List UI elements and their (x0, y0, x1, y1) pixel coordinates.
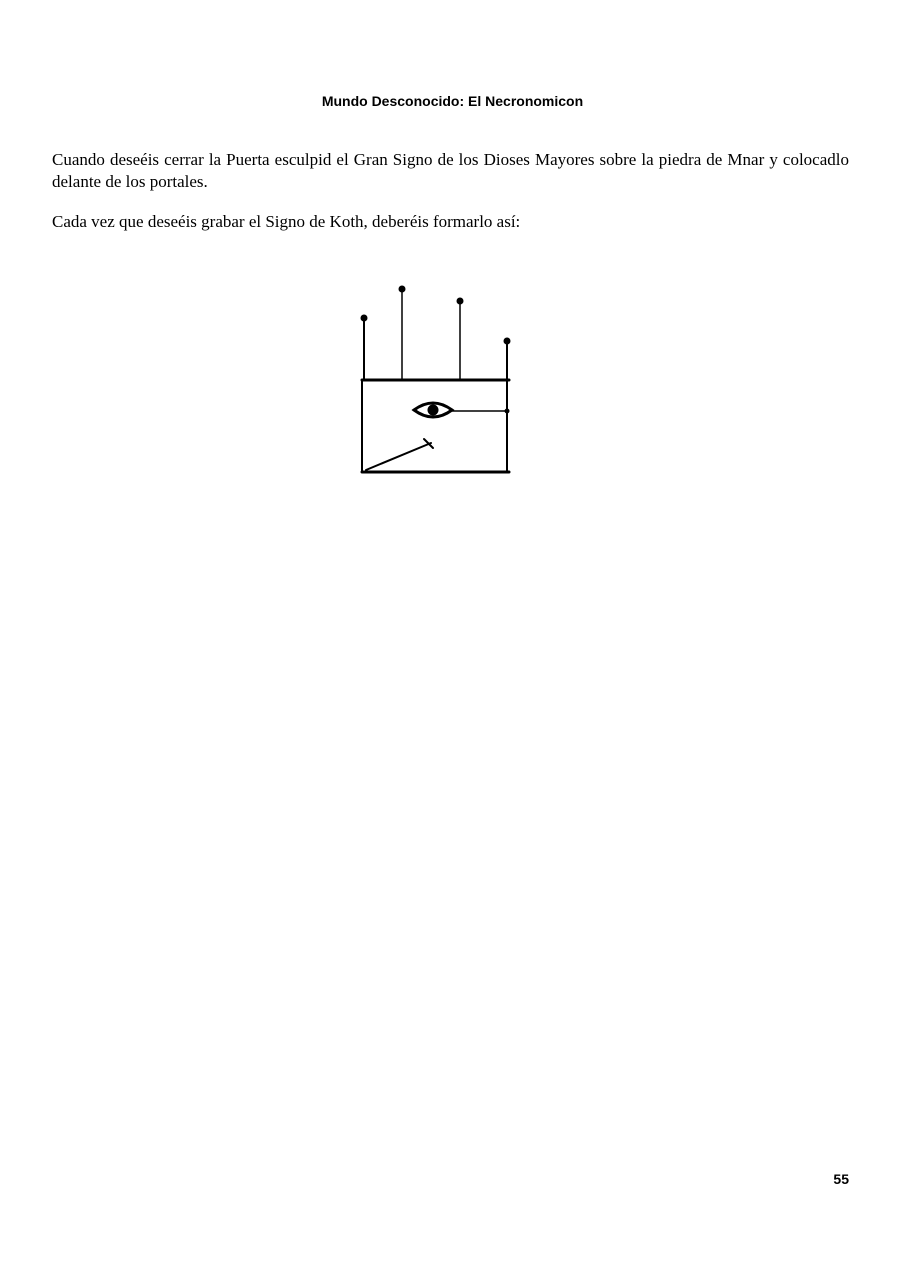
eye-line-end-dot (505, 409, 510, 414)
stem-1-dot (361, 315, 368, 322)
page-number: 55 (833, 1171, 849, 1187)
paragraph-sign-of-koth: Cada vez que deseéis grabar el Signo de Koth, deberéis formarlo así: (52, 212, 521, 231)
diagonal-line (366, 443, 431, 470)
stem-2-dot (399, 286, 406, 293)
stem-3-dot (457, 298, 464, 305)
paragraph-close-gate: Cuando deseéis cerrar la Puerta esculpid el Gran Signo de los Dioses Mayores sobre la piedra de Mnar y colocadlo delante de los portales. (52, 150, 849, 191)
stem-4-dot (504, 338, 511, 345)
sign-of-koth-figure (352, 280, 522, 480)
sign-of-koth-icon (352, 280, 522, 480)
eye-pupil (428, 405, 439, 416)
running-header: Mundo Desconocido: El Necronomicon (321, 93, 584, 109)
